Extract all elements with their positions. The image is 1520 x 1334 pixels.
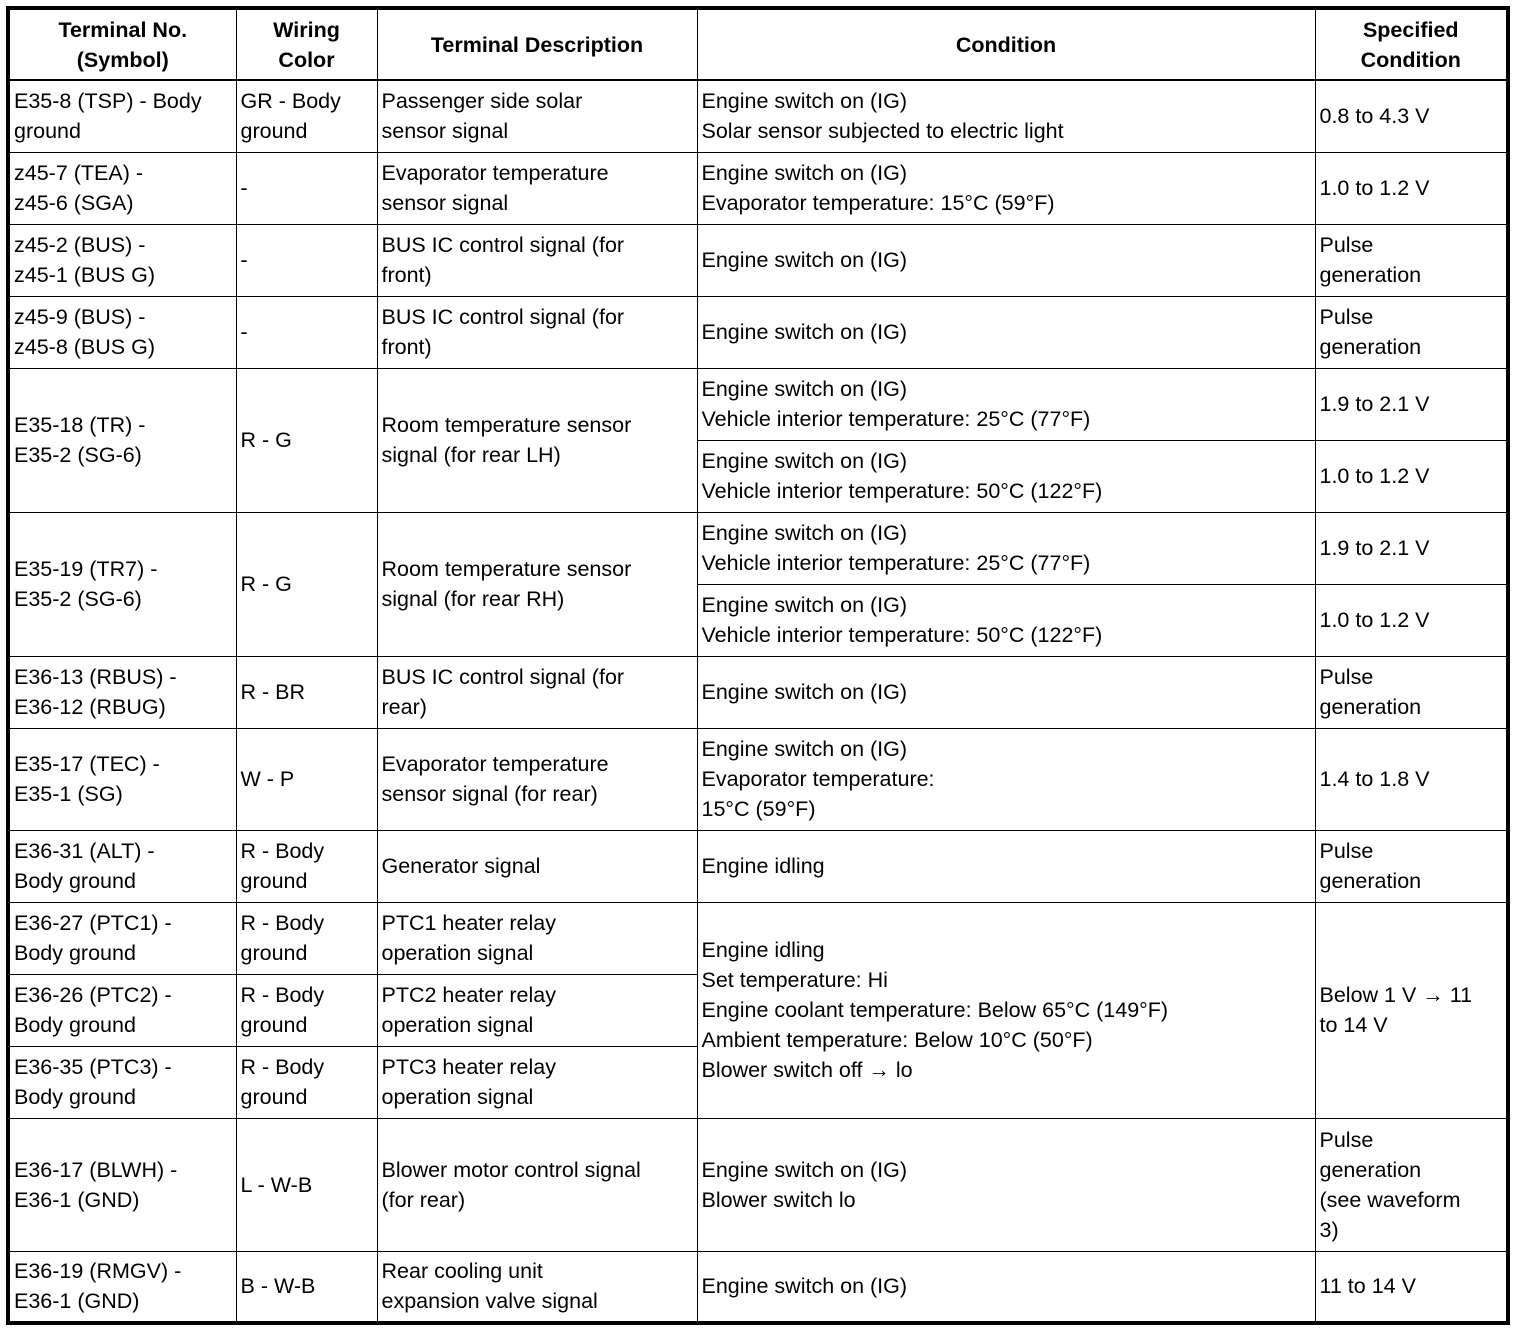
specified-condition-cell: 1.9 to 2.1 V [1315, 512, 1508, 584]
terminal-cell: z45-9 (BUS) - z45-8 (BUS G) [8, 296, 236, 368]
description-cell: PTC3 heater relay operation signal [377, 1046, 697, 1118]
terminal-cell: z45-7 (TEA) - z45-6 (SGA) [8, 152, 236, 224]
terminal-spec-table [6, 6, 1510, 1325]
condition-cell: Engine idling Set temperature: Hi Engine coolant temperature: Below 65°C (149°F) Ambient temperature: Below 10°C (50°F) Blower switch off → lo [697, 902, 1315, 1118]
terminal-cell: E36-19 (RMGV) - E36-1 (GND) [8, 1251, 236, 1323]
table-row [8, 80, 1508, 152]
specified-condition-cell: 1.4 to 1.8 V [1315, 728, 1508, 830]
terminal-cell: E36-31 (ALT) - Body ground [8, 830, 236, 902]
table-row [8, 368, 1508, 440]
description-cell: Passenger side solar sensor signal [377, 80, 697, 152]
specified-condition-cell: Pulse generation [1315, 224, 1508, 296]
header-specified-condition: Specified Condition [1315, 8, 1508, 80]
terminal-cell: E35-19 (TR7) - E35-2 (SG-6) [8, 512, 236, 656]
terminal-cell: z45-2 (BUS) - z45-1 (BUS G) [8, 224, 236, 296]
wiring-color-cell: B - W-B [236, 1251, 377, 1323]
table-row [8, 152, 1508, 224]
description-cell: BUS IC control signal (for rear) [377, 656, 697, 728]
terminal-cell: E35-18 (TR) - E35-2 (SG-6) [8, 368, 236, 512]
description-cell: PTC2 heater relay operation signal [377, 974, 697, 1046]
terminal-cell: E36-26 (PTC2) - Body ground [8, 974, 236, 1046]
description-cell: PTC1 heater relay operation signal [377, 902, 697, 974]
table-row [8, 1251, 1508, 1323]
description-cell: BUS IC control signal (for front) [377, 296, 697, 368]
specified-condition-cell: 1.0 to 1.2 V [1315, 152, 1508, 224]
condition-cell: Engine switch on (IG) Vehicle interior temperature: 25°C (77°F) [697, 512, 1315, 584]
specified-condition-cell: Pulse generation [1315, 656, 1508, 728]
table-row [8, 1118, 1508, 1251]
wiring-color-cell: R - Body ground [236, 830, 377, 902]
condition-cell: Engine switch on (IG) [697, 224, 1315, 296]
terminal-cell: E36-13 (RBUS) - E36-12 (RBUG) [8, 656, 236, 728]
specified-condition-cell: 1.0 to 1.2 V [1315, 440, 1508, 512]
condition-cell: Engine switch on (IG) Vehicle interior temperature: 50°C (122°F) [697, 584, 1315, 656]
description-cell: Blower motor control signal (for rear) [377, 1118, 697, 1251]
wiring-color-cell: R - G [236, 512, 377, 656]
header-condition: Condition [697, 8, 1315, 80]
description-cell: Evaporator temperature sensor signal [377, 152, 697, 224]
description-cell: Generator signal [377, 830, 697, 902]
condition-cell: Engine switch on (IG) Vehicle interior temperature: 25°C (77°F) [697, 368, 1315, 440]
wiring-color-cell: R - Body ground [236, 1046, 377, 1118]
header-terminal: Terminal No. (Symbol) [8, 8, 236, 80]
table-row [8, 224, 1508, 296]
wiring-color-cell: R - Body ground [236, 974, 377, 1046]
description-cell: Rear cooling unit expansion valve signal [377, 1251, 697, 1323]
specified-condition-cell: Pulse generation [1315, 830, 1508, 902]
table-row [8, 830, 1508, 902]
wiring-color-cell: W - P [236, 728, 377, 830]
table-row [8, 656, 1508, 728]
header-terminal-description: Terminal Description [377, 8, 697, 80]
condition-cell: Engine switch on (IG) Evaporator temperature: 15°C (59°F) [697, 728, 1315, 830]
terminal-cell: E36-35 (PTC3) - Body ground [8, 1046, 236, 1118]
specified-condition-cell: 1.0 to 1.2 V [1315, 584, 1508, 656]
condition-cell: Engine switch on (IG) [697, 1251, 1315, 1323]
wiring-color-cell: L - W-B [236, 1118, 377, 1251]
condition-cell: Engine switch on (IG) [697, 656, 1315, 728]
condition-cell: Engine switch on (IG) Vehicle interior temperature: 50°C (122°F) [697, 440, 1315, 512]
wiring-color-cell: GR - Body ground [236, 80, 377, 152]
terminal-cell: E36-27 (PTC1) - Body ground [8, 902, 236, 974]
wiring-color-cell: - [236, 296, 377, 368]
terminal-cell: E36-17 (BLWH) - E36-1 (GND) [8, 1118, 236, 1251]
specified-condition-cell: Pulse generation (see waveform 3) [1315, 1118, 1508, 1251]
terminal-cell: E35-17 (TEC) - E35-1 (SG) [8, 728, 236, 830]
description-cell: Evaporator temperature sensor signal (for rear) [377, 728, 697, 830]
description-cell: Room temperature sensor signal (for rear LH) [377, 368, 697, 512]
specified-condition-cell: 0.8 to 4.3 V [1315, 80, 1508, 152]
description-cell: Room temperature sensor signal (for rear RH) [377, 512, 697, 656]
condition-cell: Engine switch on (IG) Solar sensor subjected to electric light [697, 80, 1315, 152]
header-wiring-color: Wiring Color [236, 8, 377, 80]
table-row [8, 296, 1508, 368]
condition-cell: Engine switch on (IG) Blower switch lo [697, 1118, 1315, 1251]
description-cell: BUS IC control signal (for front) [377, 224, 697, 296]
wiring-color-cell: - [236, 224, 377, 296]
wiring-color-cell: - [236, 152, 377, 224]
header-row [8, 8, 1508, 80]
specified-condition-cell: Below 1 V → 11 to 14 V [1315, 902, 1508, 1118]
condition-cell: Engine idling [697, 830, 1315, 902]
specified-condition-cell: 11 to 14 V [1315, 1251, 1508, 1323]
wiring-color-cell: R - BR [236, 656, 377, 728]
wiring-color-cell: R - G [236, 368, 377, 512]
table-row [8, 902, 1508, 974]
wiring-color-cell: R - Body ground [236, 902, 377, 974]
specified-condition-cell: 1.9 to 2.1 V [1315, 368, 1508, 440]
table-row [8, 728, 1508, 830]
terminal-cell: E35-8 (TSP) - Body ground [8, 80, 236, 152]
specified-condition-cell: Pulse generation [1315, 296, 1508, 368]
table-row [8, 512, 1508, 584]
condition-cell: Engine switch on (IG) [697, 296, 1315, 368]
condition-cell: Engine switch on (IG) Evaporator temperature: 15°C (59°F) [697, 152, 1315, 224]
